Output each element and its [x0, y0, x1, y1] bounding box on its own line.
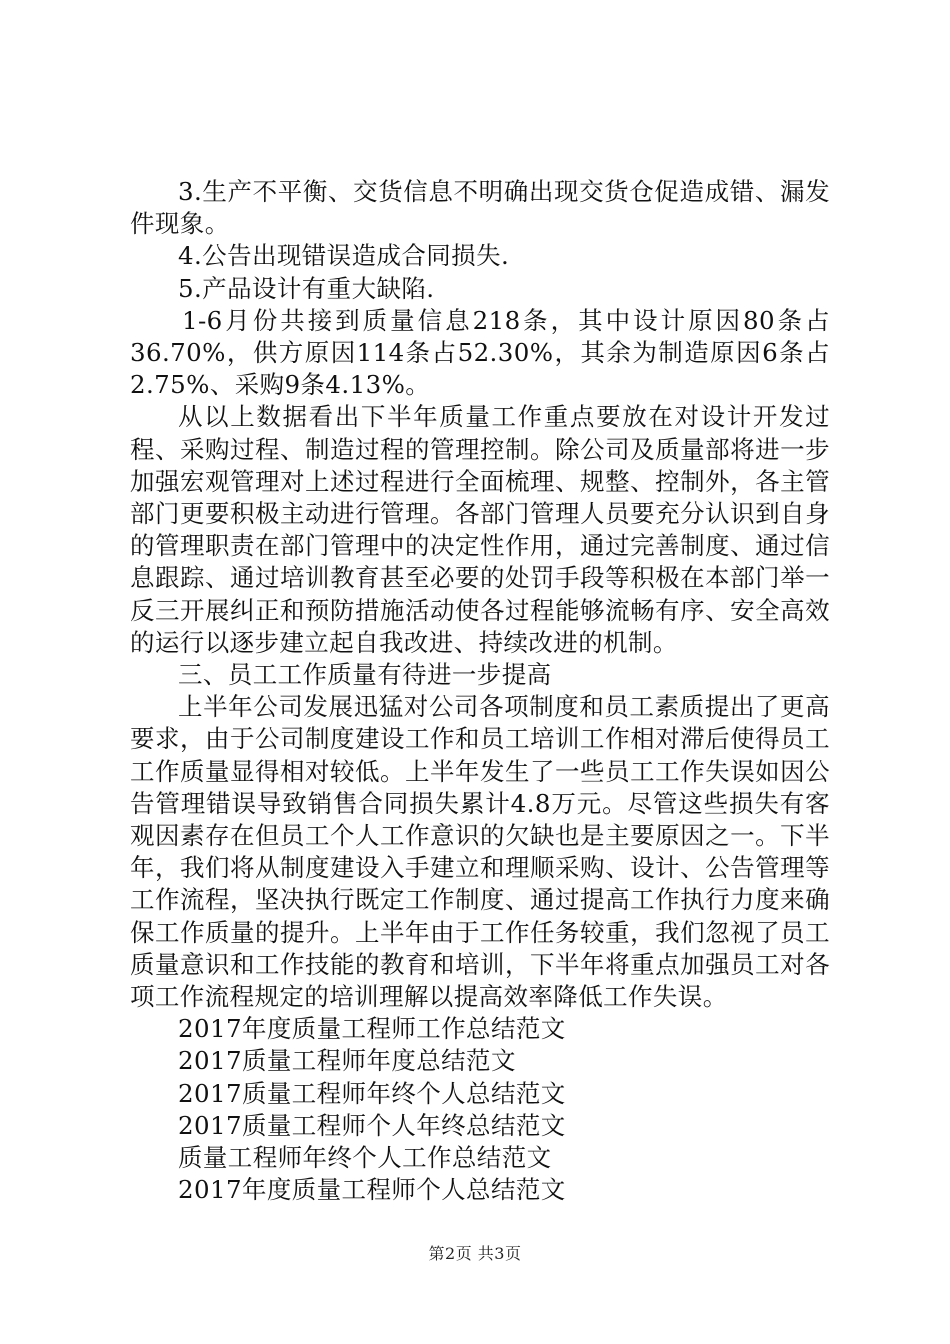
related-link[interactable]: 2017质量工程师个人年终总结范文: [178, 1110, 566, 1140]
paragraph-statistics: 1-6月份共接到质量信息218条，其中设计原因80条占36.70%，供方原因114条占52.30%，其余为制造原因6条占2.75%、采购9条4.13%。: [130, 305, 830, 400]
related-links-list: [130, 1013, 830, 1206]
paragraph-item-5: 5.产品设计有重大缺陷.: [178, 273, 435, 303]
paragraph-item-3: 3.生产不平衡、交货信息不明确出现交货仓促造成错、漏发件现象。: [130, 177, 830, 239]
related-link[interactable]: 2017年度质量工程师个人总结范文: [178, 1175, 566, 1205]
section-heading-3: 三、员工工作质量有待进一步提高: [178, 660, 552, 690]
related-link[interactable]: 2017质量工程师年终个人总结范文: [178, 1078, 566, 1108]
document-body: [130, 176, 830, 1207]
paragraph-employee-quality: 上半年公司发展迅猛对公司各项制度和员工素质提出了更高要求，由于公司制度建设工作和员工培训工作相对滞后使得员工工作质量显得相对较低。上半年发生了一些员工工作失误如因公告管理错误导致销售合同损失累计4.8万元。尽管这些损失有客观因素存在但员工个人工作意识的欠缺也是主要原因之一。下半年，我们将从制度建设入手建立和理顺采购、设计、公告管理等工作流程，坚决执行既定工作制度、通过提高工作执行力度来确保工作质量的提升。上半年由于工作任务较重，我们忽视了员工质量意识和工作技能的教育和培训，下半年将重点加强员工对各项工作流程规定的培训理解以提高效率降低工作失误。: [130, 692, 830, 1012]
related-link[interactable]: 质量工程师年终个人工作总结范文: [178, 1143, 552, 1173]
related-link[interactable]: 2017质量工程师年度总结范文: [178, 1046, 516, 1076]
related-link[interactable]: 2017年度质量工程师工作总结范文: [178, 1014, 566, 1044]
page-number-footer: 第2页 共3页: [428, 1244, 522, 1263]
paragraph-analysis: 从以上数据看出下半年质量工作重点要放在对设计开发过程、采购过程、制造过程的管理控制。除公司及质量部将进一步加强宏观管理对上述过程进行全面梳理、规整、控制外，各主管部门更要积极主动进行管理。各部门管理人员要充分认识到自身的管理职责在部门管理中的决定性作用，通过完善制度、通过信息跟踪、通过培训教育甚至必要的处罚手段等积极在本部门举一反三开展纠正和预防措施活动使各过程能够流畅有序、安全高效的运行以逐步建立起自我改进、持续改进的机制。: [130, 402, 830, 657]
paragraph-item-4: 4.公告出现错误造成合同损失.: [178, 241, 510, 271]
